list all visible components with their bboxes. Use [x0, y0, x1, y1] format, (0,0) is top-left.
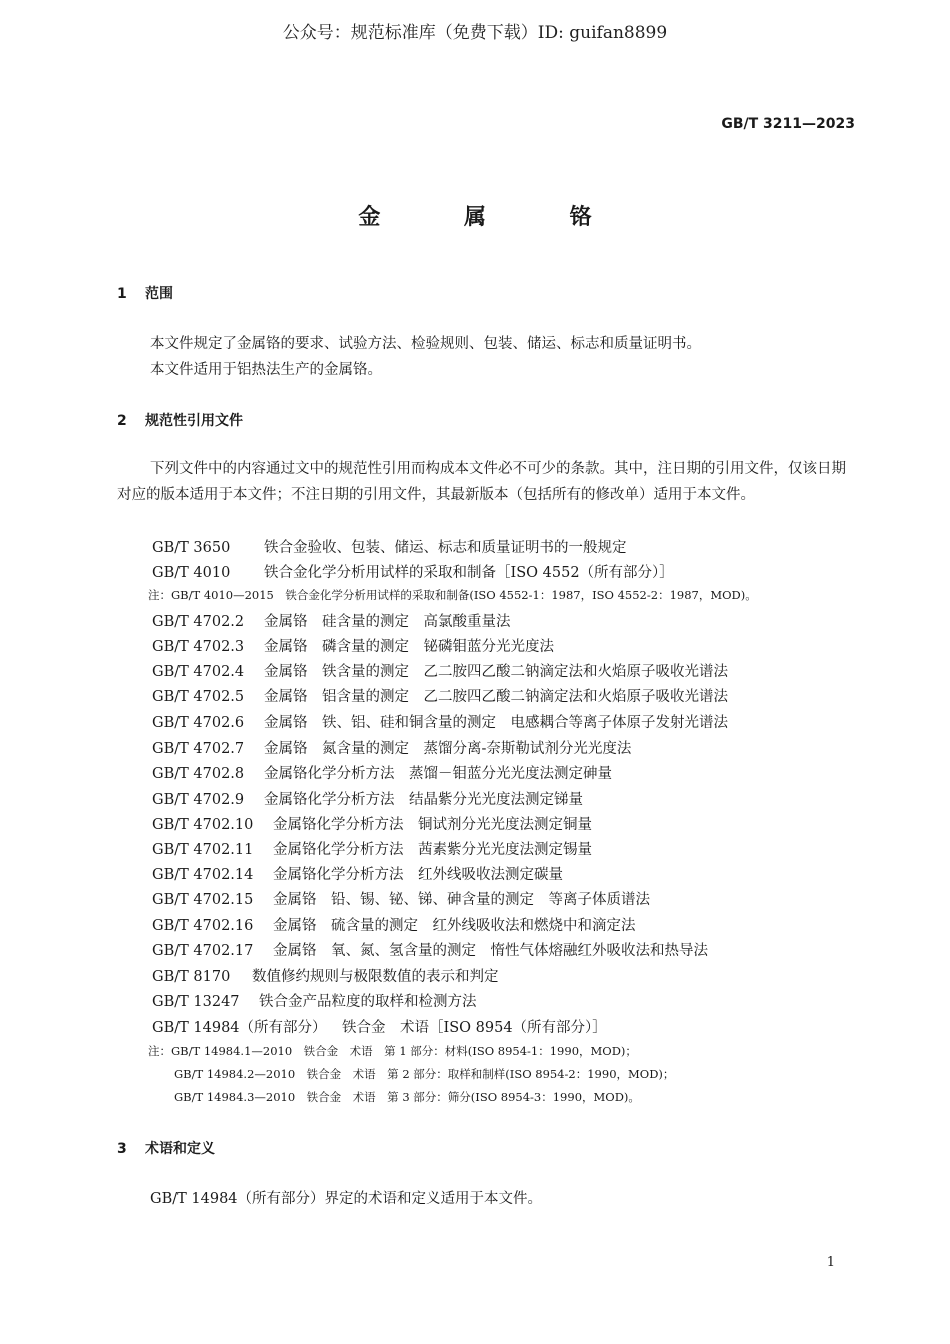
ref-title: 金属铬化学分析方法 蒸馏－钼蓝分光光度法测定砷量: [264, 766, 612, 782]
ref-item: [152, 711, 728, 732]
ref-item: [152, 610, 511, 631]
section-3-title: 术语和定义: [145, 1141, 215, 1157]
ref-title: 金属铬 铁、铝、硅和铜含量的测定 电感耦合等离子体原子发射光谱法: [264, 715, 728, 731]
watermark-header: 公众号：规范标准库（免费下载）ID: guifan8899: [282, 23, 668, 43]
ref-code: GB/T 3650: [152, 540, 231, 556]
section-2-heading: [117, 410, 243, 430]
ref-code: GB/T 4702.3: [152, 639, 245, 655]
ref-title: 数值修约规则与极限数值的表示和判定: [252, 969, 499, 985]
section-2-title: 规范性引用文件: [145, 413, 243, 429]
note-gbt14984-line-2: GB/T 14984.2—2010 铁合金 术语 第 2 部分：取样和制样(ISO 8954-2：1990，MOD)；: [174, 1067, 675, 1081]
ref-title: 金属铬 氧、氮、氢含量的测定 惰性气体熔融红外吸收法和热导法: [273, 943, 708, 959]
ref-code: GB/T 4702.16: [152, 918, 254, 934]
section-1-number: 1: [117, 286, 127, 302]
section-1-title: 范围: [145, 286, 173, 302]
ref-code: GB/T 4702.17: [152, 943, 254, 959]
ref-item: [152, 788, 583, 809]
standard-code: GB/T 3211—2023: [721, 116, 855, 132]
section-3-heading: [117, 1138, 215, 1158]
ref-title: 铁合金 术语［ISO 8954（所有部分）］: [342, 1020, 607, 1036]
ref-item: [152, 888, 650, 909]
ref-code: GB/T 4010: [152, 565, 231, 581]
ref-code: GB/T 4702.14: [152, 867, 254, 883]
ref-code: GB/T 4702.5: [152, 689, 245, 705]
ref-item: [152, 762, 612, 783]
ref-code: GB/T 4702.2: [152, 614, 245, 630]
ref-code: GB/T 4702.6: [152, 715, 245, 731]
ref-item: [152, 990, 477, 1011]
ref-item: [152, 863, 563, 884]
ref-code: GB/T 4702.15: [152, 892, 254, 908]
ref-item: [152, 939, 708, 960]
section-2-number: 2: [117, 413, 127, 429]
ref-code: GB/T 8170: [152, 969, 231, 985]
ref-title: 金属铬 氮含量的测定 蒸馏分离-奈斯勒试剂分光光度法: [264, 741, 632, 757]
ref-item: [152, 737, 631, 758]
ref-title: 金属铬 铁含量的测定 乙二胺四乙酸二钠滴定法和火焰原子吸收光谱法: [264, 664, 728, 680]
ref-code: GB/T 4702.11: [152, 842, 254, 858]
section-1-paragraph-1: 本文件规定了金属铬的要求、试验方法、检验规则、包装、储运、标志和质量证明书。: [150, 336, 701, 352]
ref-title: 铁合金化学分析用试样的采取和制备［ISO 4552（所有部分）］: [264, 565, 674, 581]
ref-code: GB/T 4702.9: [152, 792, 245, 808]
ref-title: 铁合金验收、包装、储运、标志和质量证明书的一般规定: [264, 540, 627, 556]
section-2-intro: 下列文件中的内容通过文中的规范性引用而构成本文件必不可少的条款。其中，注日期的引用文件，仅该日期对应的版本适用于本文件；不注日期的引用文件，其最新版本（包括所有的修改单）适用于本文件。: [117, 461, 846, 503]
ref-title: 金属铬化学分析方法 铜试剂分光光度法测定铜量: [273, 817, 592, 833]
ref-code: GB/T 4702.10: [152, 817, 254, 833]
document-title: 金 属 铬: [358, 205, 630, 230]
ref-item: [152, 838, 592, 859]
ref-code: GB/T 13247: [152, 994, 240, 1010]
section-1-heading: [117, 283, 173, 303]
page-number: 1: [826, 1255, 835, 1270]
ref-title: 金属铬 磷含量的测定 铋磷钼蓝分光光度法: [264, 639, 554, 655]
ref-title: 金属铬化学分析方法 茜素紫分光光度法测定锡量: [273, 842, 592, 858]
ref-title: 金属铬 铝含量的测定 乙二胺四乙酸二钠滴定法和火焰原子吸收光谱法: [264, 689, 728, 705]
section-3-number: 3: [117, 1141, 127, 1157]
note-gbt14984-line-3: GB/T 14984.3—2010 铁合金 术语 第 3 部分：筛分(ISO 8954-3：1990，MOD)。: [174, 1090, 640, 1104]
ref-title: 铁合金产品粒度的取样和检测方法: [259, 994, 477, 1010]
ref-item: [152, 965, 499, 986]
ref-title: 金属铬化学分析方法 红外线吸收法测定碳量: [273, 867, 563, 883]
ref-item: [152, 914, 636, 935]
ref-title: 金属铬化学分析方法 结晶紫分光光度法测定锑量: [264, 792, 583, 808]
ref-item: [152, 1016, 607, 1037]
ref-code: GB/T 4702.4: [152, 664, 245, 680]
ref-code: GB/T 4702.8: [152, 766, 245, 782]
ref-code: GB/T 4702.7: [152, 741, 245, 757]
section-3-paragraph-1: GB/T 14984（所有部分）界定的术语和定义适用于本文件。: [150, 1191, 543, 1207]
ref-item: [152, 561, 674, 582]
section-1-paragraph-2: 本文件适用于铝热法生产的金属铬。: [150, 362, 382, 378]
ref-title: 金属铬 铅、锡、铋、锑、砷含量的测定 等离子体质谱法: [273, 892, 650, 908]
note-gbt4010: 注：GB/T 4010—2015 铁合金化学分析用试样的采取和制备(ISO 4552-1：1987，ISO 4552-2：1987，MOD)。: [148, 588, 757, 602]
ref-item: [152, 536, 627, 557]
ref-title: 金属铬 硅含量的测定 高氯酸重量法: [264, 614, 511, 630]
note-gbt14984-line-1: 注：GB/T 14984.1—2010 铁合金 术语 第 1 部分：材料(ISO 8954-1：1990，MOD)；: [148, 1044, 637, 1058]
ref-code: GB/T 14984（所有部分）: [152, 1020, 327, 1036]
ref-item: [152, 660, 728, 681]
ref-title: 金属铬 硫含量的测定 红外线吸收法和燃烧中和滴定法: [273, 918, 636, 934]
ref-item: [152, 635, 554, 656]
ref-item: [152, 813, 592, 834]
ref-item: [152, 685, 728, 706]
